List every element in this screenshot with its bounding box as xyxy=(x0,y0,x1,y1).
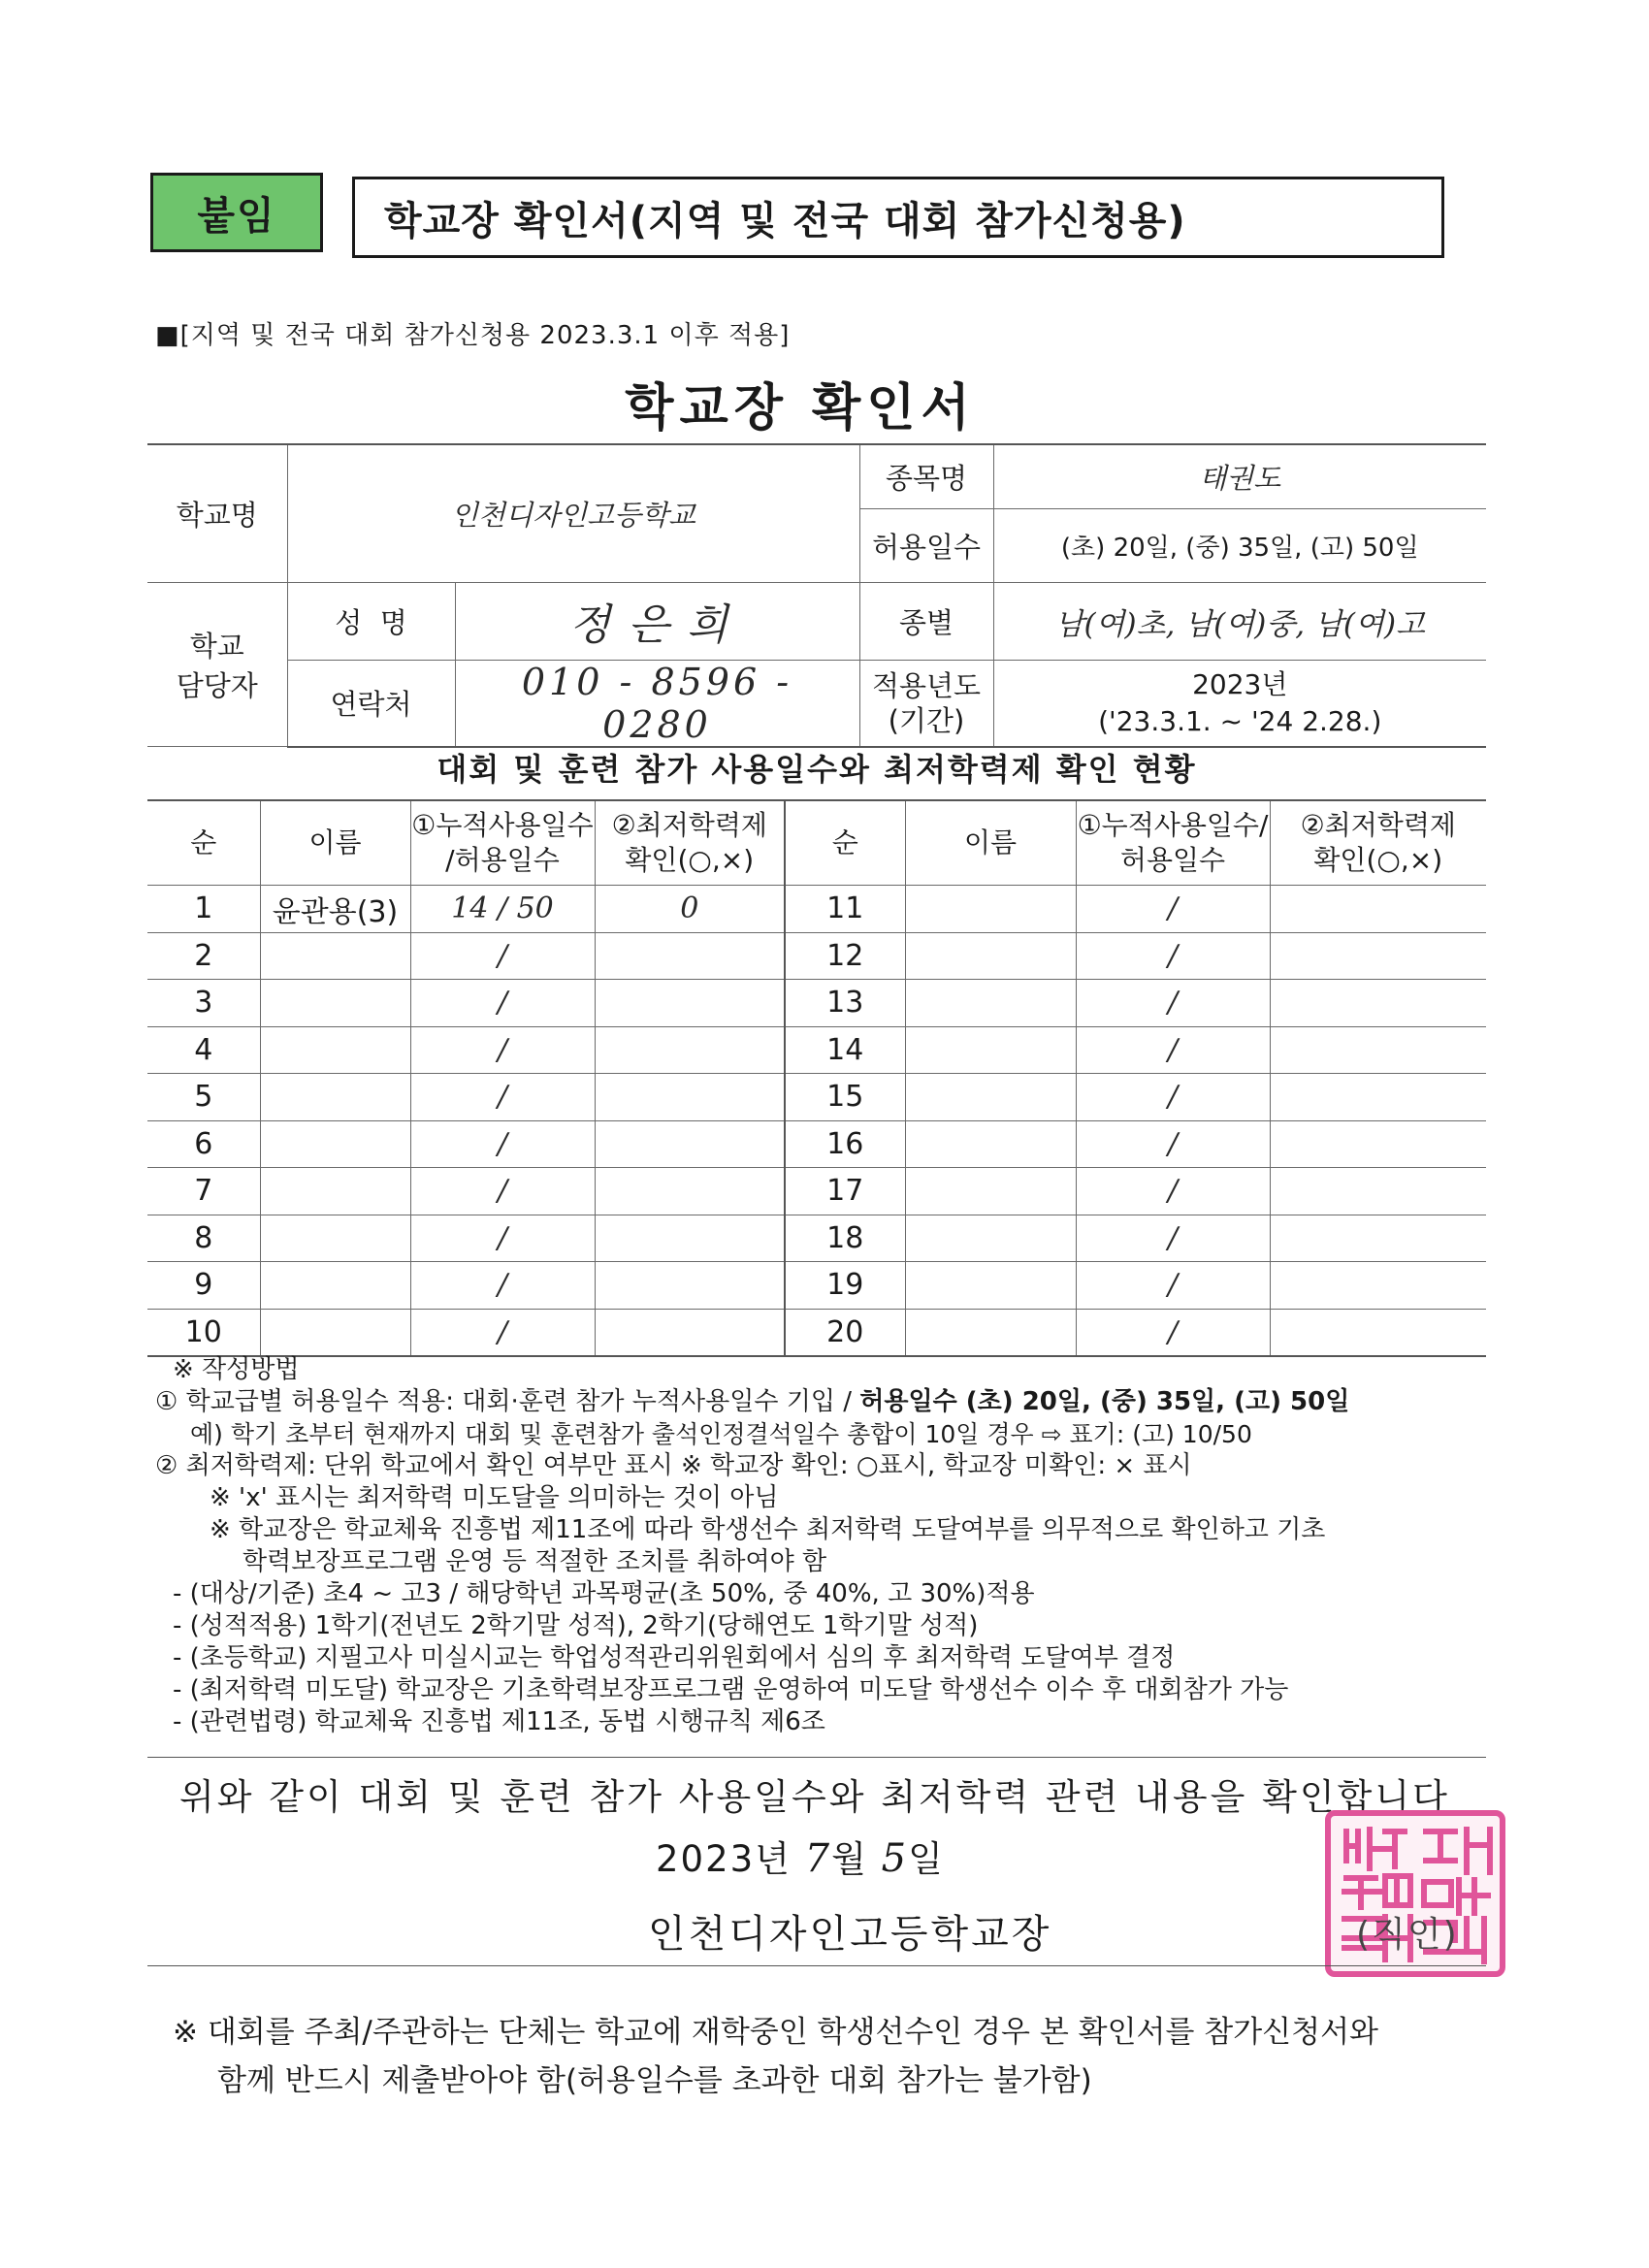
row-days: 14 / 50 xyxy=(410,886,595,933)
header-academic-left-line1: ②최저학력제 xyxy=(611,809,767,841)
year-value xyxy=(993,660,1486,747)
submission-note xyxy=(173,2008,1378,2105)
row-no: 8 xyxy=(147,1215,260,1262)
header-academic-right-line1: ②최저학력제 xyxy=(1300,809,1456,841)
row-days: / xyxy=(1076,886,1270,933)
header-academic-left-line2: 확인(○,×) xyxy=(625,844,755,876)
staff-label-line1: 학교 xyxy=(189,629,244,663)
header-academic-left xyxy=(595,800,785,886)
row-academic xyxy=(595,1120,785,1168)
staff-name-label: 성 명 xyxy=(287,582,455,660)
header-days-right-line1: ①누적사용일수/ xyxy=(1077,809,1269,841)
row-academic: 0 xyxy=(595,886,785,933)
row-name xyxy=(260,1026,410,1074)
seal-label: (직인) xyxy=(1356,1915,1459,1955)
row-name xyxy=(905,932,1076,980)
info-table xyxy=(147,443,1486,748)
header-no-left: 순 xyxy=(147,800,260,886)
row-academic xyxy=(595,932,785,980)
row-days: / xyxy=(1076,980,1270,1027)
row-no: 9 xyxy=(147,1262,260,1310)
submission-note-line1: ※ 대회를 주최/주관하는 단체는 학교에 재학중인 학생선수인 경우 본 확인서를 참가신청서와 xyxy=(173,2015,1378,2050)
row-name xyxy=(260,932,410,980)
header-days-left-line1: ①누적사용일수 xyxy=(411,809,594,841)
allowed-days-value: (초) 20일, (중) 35일, (고) 50일 xyxy=(993,508,1486,582)
staff-label xyxy=(147,582,287,747)
notes-heading: ※ 작성방법 xyxy=(173,1355,300,1384)
staff-label-line2: 담당자 xyxy=(176,668,258,702)
row-no: 19 xyxy=(785,1262,905,1310)
row-no: 18 xyxy=(785,1215,905,1262)
row-name xyxy=(260,1074,410,1121)
row-days: / xyxy=(1076,1074,1270,1121)
year-label-line1: 적용년도 xyxy=(871,668,982,702)
detail-3: - (초등학교) 지필고사 미실시교는 학업성적관리위원회에서 심의 후 최저학력 도달여부 결정 xyxy=(173,1643,1176,1672)
date-month-unit: 월 xyxy=(831,1838,868,1880)
school-name-value: 인천디자인고등학교 xyxy=(287,444,859,582)
divider-bottom xyxy=(147,1965,1486,1966)
divider xyxy=(147,1757,1486,1758)
applicability-note: ■[지역 및 전국 대회 참가신청용 2023.3.1 이후 적용] xyxy=(155,321,791,350)
row-days: / xyxy=(410,1168,595,1215)
table-row xyxy=(147,1074,1486,1121)
sport-value: 태권도 xyxy=(993,444,1486,508)
header-days-right xyxy=(1076,800,1270,886)
roster-body xyxy=(147,886,1486,1357)
attachment-badge: 붙임 xyxy=(150,173,323,252)
row-academic xyxy=(1270,1120,1486,1168)
category-value: 남(여)초, 남(여)중, 남(여)고 xyxy=(993,582,1486,660)
row-no: 16 xyxy=(785,1120,905,1168)
row-days: / xyxy=(1076,1168,1270,1215)
note-1-example: 예) 학기 초부터 현재까지 대회 및 훈련참가 출석인정결석일수 총합이 10일 경우 ⇨ 표기: (고) 10/50 xyxy=(190,1420,1252,1448)
date-day-unit: 일 xyxy=(908,1838,945,1880)
confirmation-statement: 위와 같이 대회 및 훈련 참가 사용일수와 최저학력 관련 내용을 확인합니다 xyxy=(179,1776,1450,1818)
row-name xyxy=(905,1215,1076,1262)
row-no: 14 xyxy=(785,1026,905,1074)
row-name xyxy=(905,1074,1076,1121)
row-academic xyxy=(595,1074,785,1121)
row-academic xyxy=(1270,1309,1486,1356)
date-year: 2023년 xyxy=(656,1838,792,1880)
principal-title: 인천디자인고등학교장 xyxy=(648,1912,1052,1957)
submission-note-line2: 함께 반드시 제출받아야 함(허용일수를 초과한 대회 참가는 불가함) xyxy=(217,2063,1092,2098)
detail-2: - (성적적용) 1학기(전년도 2학기말 성적), 2학기(당해연도 1학기말 성적) xyxy=(173,1611,979,1640)
table-row xyxy=(147,1262,1486,1310)
header-days-left-line2: /허용일수 xyxy=(445,844,560,876)
row-name xyxy=(260,1120,410,1168)
row-academic xyxy=(1270,1074,1486,1121)
main-title: 학교장 확인서 xyxy=(625,379,976,437)
table-row xyxy=(147,1026,1486,1074)
note-2-b-line1: ※ 학교장은 학교체육 진흥법 제11조에 따라 학생선수 최저학력 도달여부를 의무적으로 확인하고 기초 xyxy=(210,1515,1326,1544)
row-academic xyxy=(1270,1026,1486,1074)
contact-value: 010 - 8596 - 0280 xyxy=(455,660,859,747)
row-days: / xyxy=(410,1120,595,1168)
table-row xyxy=(147,1309,1486,1356)
document-title-box: 학교장 확인서(지역 및 전국 대회 참가신청용) xyxy=(352,177,1444,258)
writing-guide xyxy=(155,1354,1494,1738)
row-days: / xyxy=(1076,1215,1270,1262)
category-label: 종별 xyxy=(859,582,993,660)
row-academic xyxy=(1270,1262,1486,1310)
table-row xyxy=(147,886,1486,933)
header-name-right: 이름 xyxy=(905,800,1076,886)
row-academic xyxy=(1270,932,1486,980)
note-1 xyxy=(155,1386,1494,1418)
row-days: / xyxy=(410,1074,595,1121)
year-label xyxy=(859,660,993,747)
row-name xyxy=(905,1120,1076,1168)
row-days: / xyxy=(410,980,595,1027)
row-days: / xyxy=(1076,1309,1270,1356)
allowed-days-label: 허용일수 xyxy=(859,508,993,582)
school-name-label: 학교명 xyxy=(147,444,287,582)
row-no: 1 xyxy=(147,886,260,933)
table-row xyxy=(147,932,1486,980)
header-no-right: 순 xyxy=(785,800,905,886)
year-value-line2: ('23.3.1. ~ '24 2.28.) xyxy=(1098,704,1382,737)
row-no: 2 xyxy=(147,932,260,980)
note-1-text: ① 학교급별 허용일수 적용: 대회·훈련 참가 누적사용일수 기입 / xyxy=(155,1387,860,1416)
row-name: 윤관용(3) xyxy=(260,886,410,933)
row-days: / xyxy=(410,1262,595,1310)
header-academic-right-line2: 확인(○,×) xyxy=(1313,844,1443,876)
row-no: 11 xyxy=(785,886,905,933)
row-no: 10 xyxy=(147,1309,260,1356)
detail-4: - (최저학력 미도달) 학교장은 기초학력보장프로그램 운영하여 미도달 학생선수 이수 후 대회참가 가능 xyxy=(173,1675,1289,1704)
row-academic xyxy=(1270,1168,1486,1215)
row-days: / xyxy=(410,1215,595,1262)
detail-1: - (대상/기준) 초4 ~ 고3 / 해당학년 과목평균(초 50%, 중 40%, 고 30%)적용 xyxy=(173,1579,1035,1608)
row-name xyxy=(260,1168,410,1215)
note-2-b-line2: 학력보장프로그램 운영 등 적절한 조치를 취하여야 함 xyxy=(242,1547,827,1576)
row-no: 5 xyxy=(147,1074,260,1121)
row-name xyxy=(905,1026,1076,1074)
row-no: 6 xyxy=(147,1120,260,1168)
roster-section-title: 대회 및 훈련 참가 사용일수와 최저학력제 확인 현황 xyxy=(436,751,1197,788)
row-name xyxy=(905,1168,1076,1215)
date-month: 7 xyxy=(804,1836,832,1881)
year-label-line2: (기간) xyxy=(888,703,965,737)
row-days: / xyxy=(1076,1262,1270,1310)
row-no: 4 xyxy=(147,1026,260,1074)
row-academic xyxy=(595,1262,785,1310)
note-1-bold: 허용일수 (초) 20일, (중) 35일, (고) 50일 xyxy=(859,1387,1350,1416)
row-no: 12 xyxy=(785,932,905,980)
row-academic xyxy=(595,980,785,1027)
row-academic xyxy=(595,1026,785,1074)
signature-date xyxy=(656,1830,945,1882)
row-name xyxy=(905,980,1076,1027)
header-days-left xyxy=(410,800,595,886)
row-days: / xyxy=(1076,1026,1270,1074)
staff-name-value: 정은희 xyxy=(455,582,859,660)
row-academic xyxy=(595,1215,785,1262)
row-days: / xyxy=(410,1309,595,1356)
row-no: 3 xyxy=(147,980,260,1027)
row-academic xyxy=(595,1309,785,1356)
row-name xyxy=(260,1309,410,1356)
row-name xyxy=(905,1262,1076,1310)
row-name xyxy=(260,1215,410,1262)
row-name xyxy=(905,886,1076,933)
table-row xyxy=(147,1215,1486,1262)
row-no: 7 xyxy=(147,1168,260,1215)
header-days-right-line2: 허용일수 xyxy=(1119,844,1226,876)
table-row xyxy=(147,1120,1486,1168)
row-name xyxy=(260,1262,410,1310)
row-no: 17 xyxy=(785,1168,905,1215)
table-row xyxy=(147,980,1486,1027)
row-name xyxy=(260,980,410,1027)
sport-label: 종목명 xyxy=(859,444,993,508)
row-days: / xyxy=(410,1026,595,1074)
row-no: 15 xyxy=(785,1074,905,1121)
row-academic xyxy=(595,1168,785,1215)
detail-5: - (관련법령) 학교체육 진흥법 제11조, 동법 시행규칙 제6조 xyxy=(173,1707,825,1736)
row-no: 20 xyxy=(785,1309,905,1356)
year-value-line1: 2023년 xyxy=(1192,667,1288,700)
roster-table xyxy=(147,799,1486,1357)
row-days: / xyxy=(1076,932,1270,980)
row-academic xyxy=(1270,886,1486,933)
row-days: / xyxy=(410,932,595,980)
note-2: ② 최저학력제: 단위 학교에서 확인 여부만 표시 ※ 학교장 확인: ○표시, 학교장 미확인: × 표시 xyxy=(155,1451,1192,1480)
contact-label: 연락처 xyxy=(287,660,455,747)
row-name xyxy=(905,1309,1076,1356)
row-days: / xyxy=(1076,1120,1270,1168)
row-academic xyxy=(1270,1215,1486,1262)
date-day: 5 xyxy=(881,1836,909,1881)
note-2-a: ※ 'x' 표시는 최저학력 미도달을 의미하는 것이 아님 xyxy=(210,1483,779,1512)
row-academic xyxy=(1270,980,1486,1027)
row-no: 13 xyxy=(785,980,905,1027)
table-row xyxy=(147,1168,1486,1215)
header-name-left: 이름 xyxy=(260,800,410,886)
header-academic-right xyxy=(1270,800,1486,886)
